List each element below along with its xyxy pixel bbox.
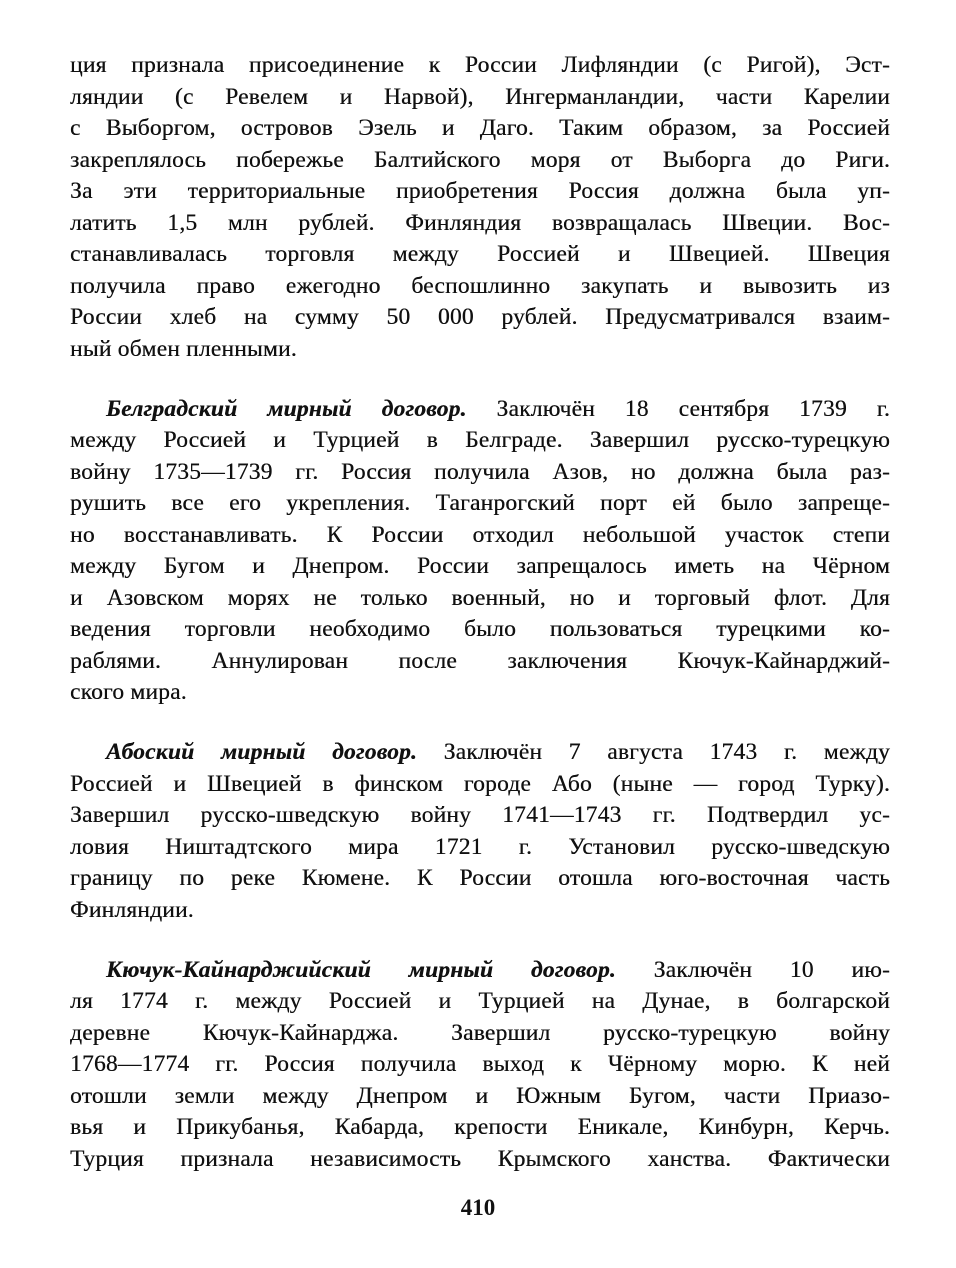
text-line (70, 863, 890, 895)
line-text: границу по реке Кюмене. К России отошла юго-восточная часть (70, 865, 890, 891)
text-line (70, 677, 890, 709)
line-text: ского мира. (70, 679, 187, 705)
text-line (70, 1018, 890, 1050)
line-text: ляндии (с Ревелем и Нарвой), Ингерманландии, части Карелии (70, 83, 890, 110)
text-line (70, 394, 890, 426)
page-body (70, 50, 890, 1204)
line-text: ция признала присоединение к России Лифляндии (с Ригой), Эст- (70, 52, 890, 78)
treaty-title: Кючук-Кайнарджийский мирный договор. (106, 956, 616, 983)
line-text: Россией и Швецией в финском городе Або (ныне — город Турку). (70, 770, 890, 797)
text-line (70, 955, 890, 987)
line-text: латить 1,5 млн рублей. Финляндия возвращалась Швеции. Вос- (70, 209, 890, 236)
text-line (70, 425, 890, 457)
text-line (70, 832, 890, 864)
paragraph (70, 737, 890, 926)
line-text: ля 1774 г. между Россией и Турцией на Дунае, в болгарской (70, 988, 890, 1014)
text-line (70, 50, 890, 82)
line-text: с Выборгом, островов Эзель и Даго. Таким образом, за Россией (70, 115, 890, 141)
line-text: Финляндии. (70, 896, 194, 923)
line-text: войну 1735—1739 гг. Россия получила Азов, но должна была раз- (70, 458, 890, 485)
text-line (70, 646, 890, 678)
line-text: За эти территориальные приобретения Россия должна была уп- (70, 178, 890, 204)
paragraph (70, 50, 890, 365)
line-text: России хлеб на сумму 50 000 рублей. Предусматривался взаим- (70, 304, 890, 330)
text-line (70, 800, 890, 832)
text-line (70, 488, 890, 520)
text-line (70, 551, 890, 583)
text-line (70, 986, 890, 1018)
line-text: Турция признала независимость Крымского ханства. Фактически (70, 1145, 890, 1172)
text-line (70, 208, 890, 240)
text-line (70, 176, 890, 208)
line-text: вья и Прикубанья, Кабарда, крепости Еникале, Кинбурн, Керчь. (70, 1114, 890, 1140)
line-text: ный обмен пленными. (70, 335, 297, 362)
line-text: между Россией и Турцией в Белграде. Завершил русско-турецкую (70, 427, 890, 453)
text-line (70, 1144, 890, 1176)
treaty-title: Белградский мирный договор. (106, 395, 467, 422)
line-text: раблями. Аннулирован после заключения Кючук-Кайнарджий- (70, 647, 890, 674)
line-text: ведения торговли необходимо было пользоваться турецкими ко- (70, 616, 890, 642)
paragraph (70, 394, 890, 709)
text-line (70, 895, 890, 927)
line-text: Завершил русско-шведскую войну 1741—1743 гг. Подтвердил ус- (70, 802, 890, 828)
text-line (70, 239, 890, 271)
text-line (70, 145, 890, 177)
line-text: и Азовском морях не только военный, но и торговый флот. Для (70, 584, 890, 611)
line-text: Заключён 10 ию- (615, 956, 890, 983)
text-line (70, 1081, 890, 1113)
line-text: Заключён 18 сентября 1739 г. (466, 395, 890, 422)
text-line (70, 82, 890, 114)
line-text: закреплялось побережье Балтийского моря от Выборга до Риги. (70, 146, 890, 173)
text-line (70, 520, 890, 552)
text-line (70, 334, 890, 366)
line-text: но восстанавливать. К России отходил небольшой участок степи (70, 521, 890, 548)
paragraph (70, 955, 890, 1176)
text-line (70, 737, 890, 769)
text-line (70, 614, 890, 646)
text-line (70, 113, 890, 145)
line-text: станавливалась торговля между Россией и Швецией. Швеция (70, 241, 890, 267)
line-text: рушить все его укрепления. Таганрогский порт ей было запреще- (70, 490, 890, 516)
text-line (70, 271, 890, 303)
line-text: получила право ежегодно беспошлинно закупать и вывозить из (70, 272, 890, 299)
line-text: отошли земли между Днепром и Южным Бугом, части Приазо- (70, 1082, 890, 1109)
line-text: Заключён 7 августа 1743 г. между (417, 739, 890, 765)
text-line (70, 457, 890, 489)
text-line (70, 302, 890, 334)
text-line (70, 1049, 890, 1081)
line-text: 1768—1774 гг. Россия получила выход к Чёрному морю. К ней (70, 1051, 890, 1077)
line-text: ловия Ништадтского мира 1721 г. Установил русско-шведскую (70, 833, 890, 860)
treaty-title: Абоский мирный договор. (106, 739, 418, 765)
text-line (70, 769, 890, 801)
line-text: между Бугом и Днепром. России запрещалось иметь на Чёрном (70, 553, 890, 579)
text-line (70, 1112, 890, 1144)
line-text: деревне Кючук-Кайнарджа. Завершил русско-турецкую войну (70, 1019, 890, 1046)
text-line (70, 583, 890, 615)
page-number: 410 (460, 1195, 496, 1220)
